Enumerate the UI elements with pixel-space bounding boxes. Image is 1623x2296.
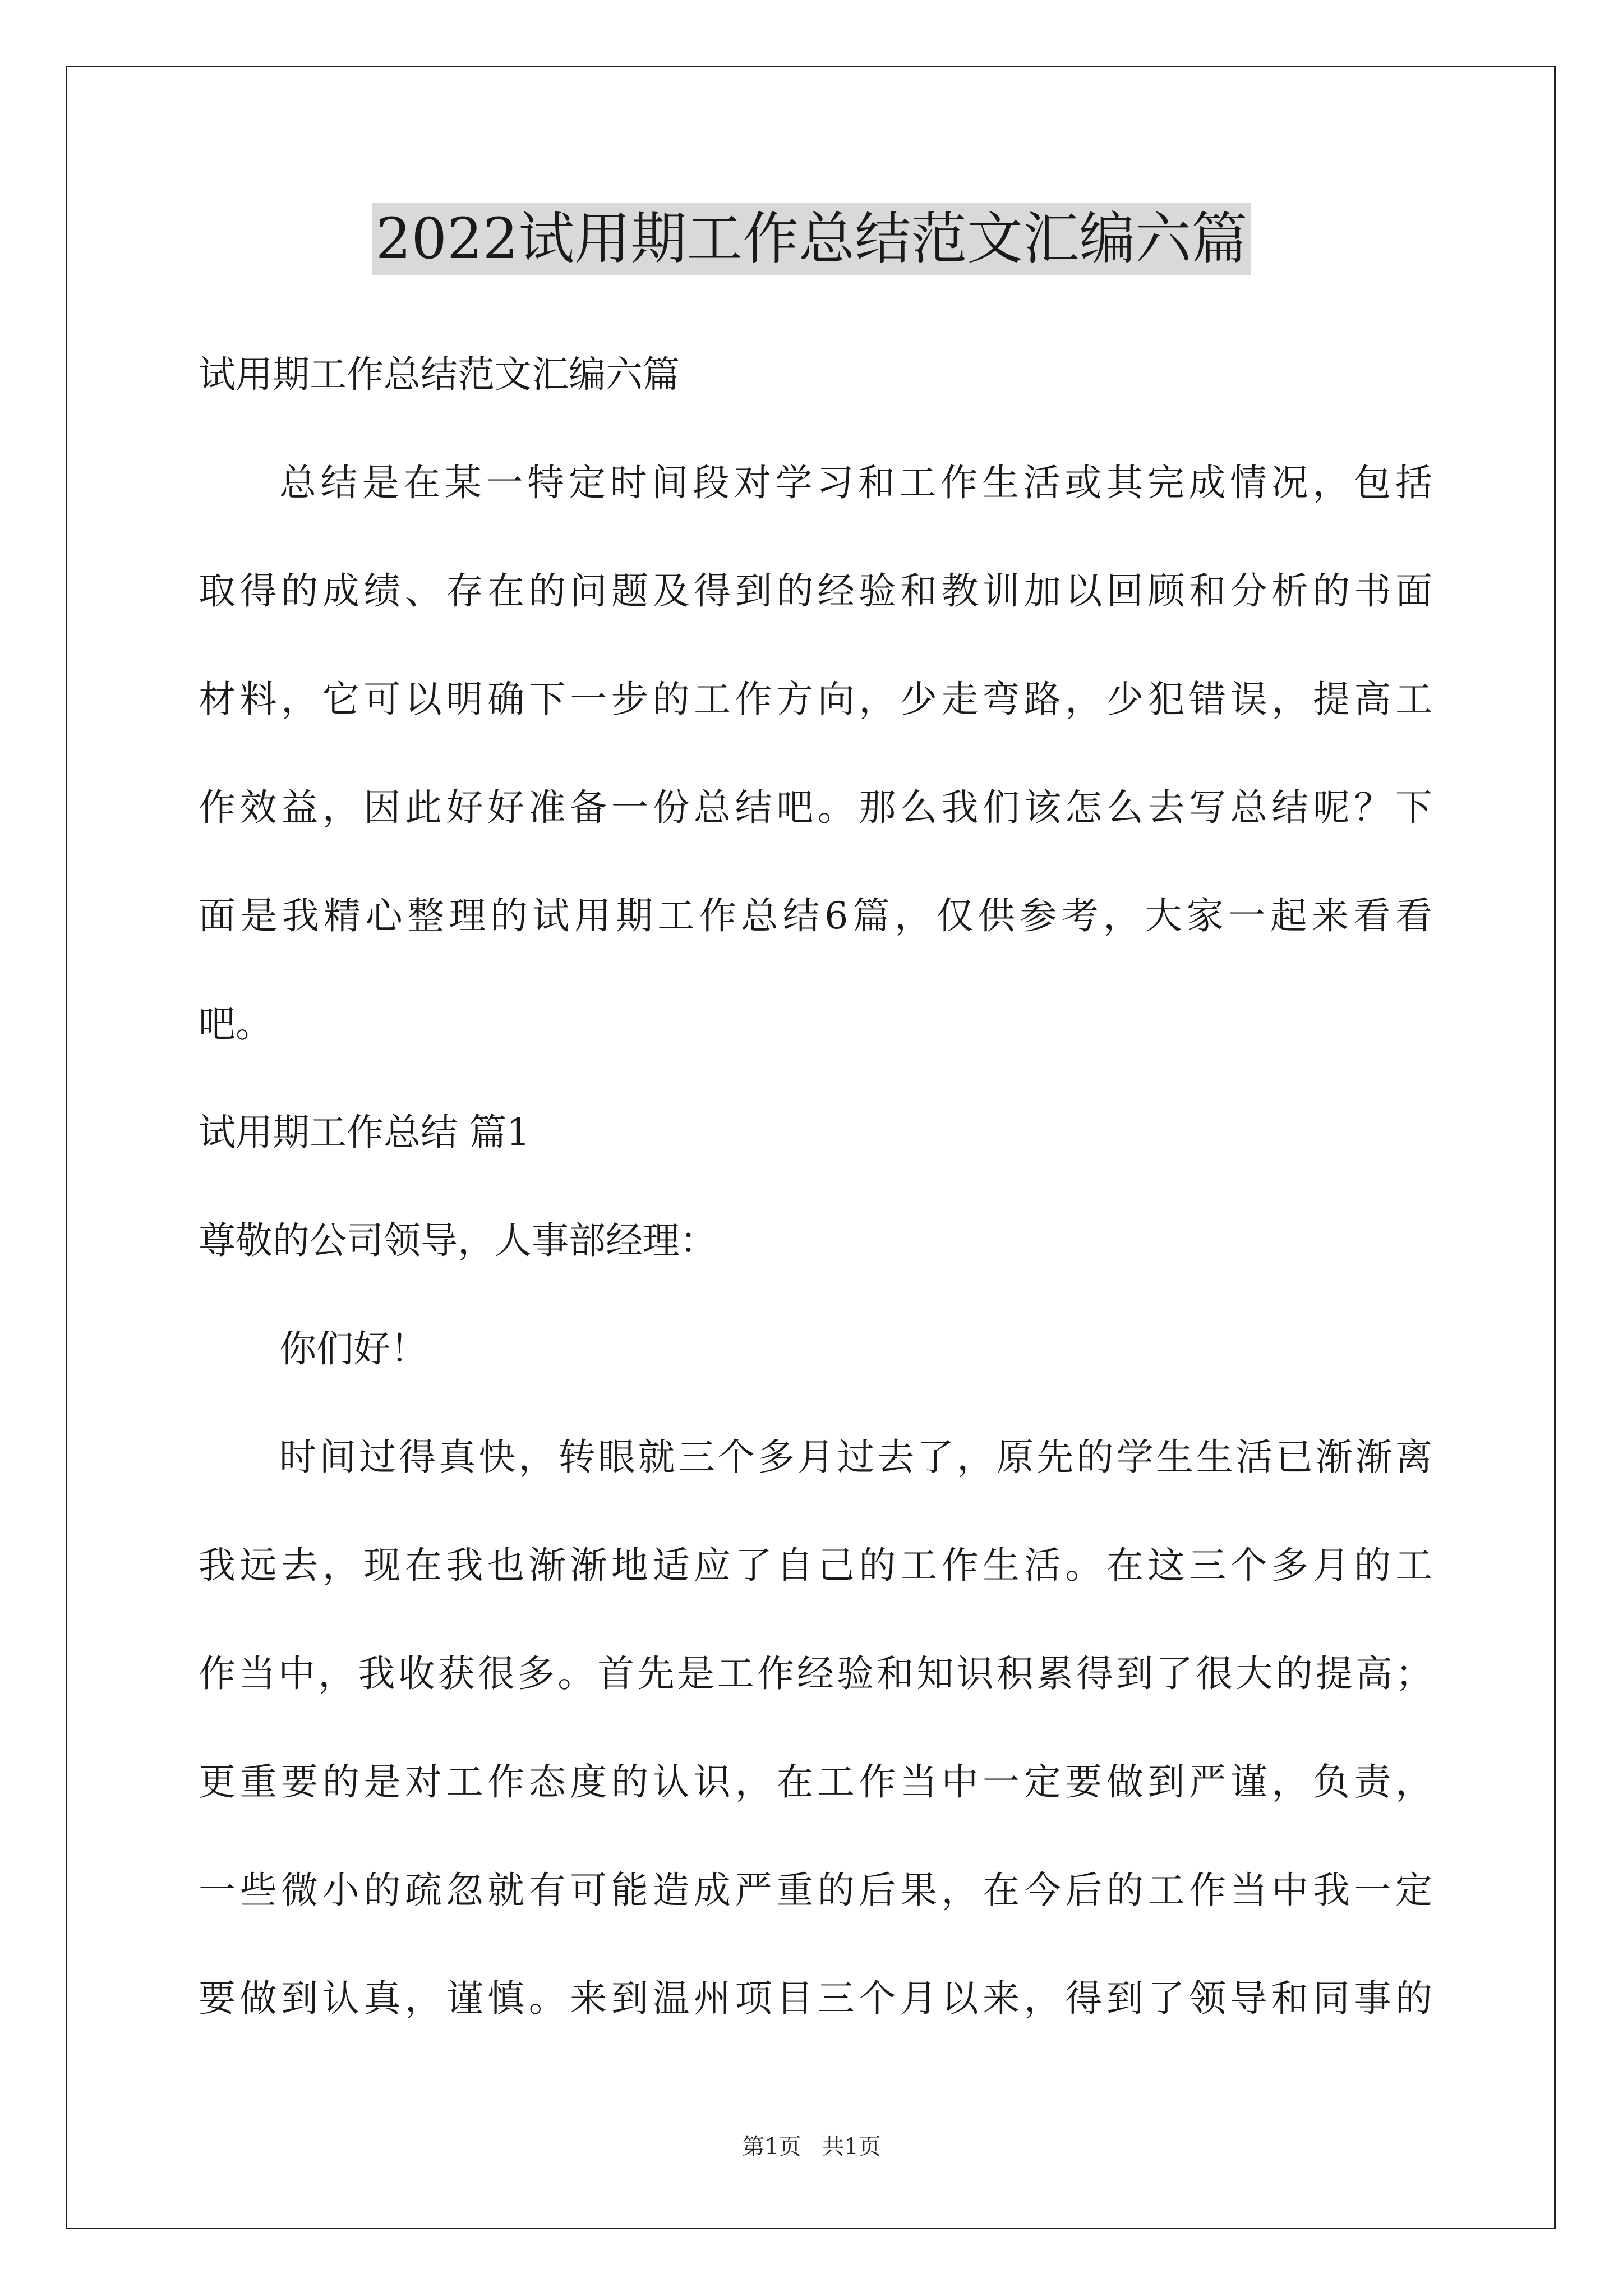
text-line: 一些微小的疏忽就有可能造成严重的后果，在今后的工作当中我一定 <box>199 1869 1432 1912</box>
page-total: 共1页 <box>822 2134 881 2160</box>
text-line: 试用期工作总结 篇1 <box>199 1111 530 1154</box>
text-line: 更重要的是对工作态度的认识，在工作当中一定要做到严谨，负责， <box>199 1760 1432 1803</box>
document-title: 2022试用期工作总结范文汇编六篇 <box>372 203 1251 275</box>
text-line: 试用期工作总结范文汇编六篇 <box>199 353 680 396</box>
text-line: 尊敬的公司领导，人事部经理： <box>199 1219 717 1262</box>
page-number: 第1页 <box>742 2134 801 2160</box>
text-line: 总结是在某一特定时间段对学习和工作生活或其完成情况，包括 <box>279 461 1432 504</box>
text-line: 时间过得真快，转眼就三个多月过去了，原先的学生生活已渐渐离 <box>279 1435 1432 1479</box>
text-line: 取得的成绩、存在的问题及得到的经验和教训加以回顾和分析的书面 <box>199 569 1432 613</box>
text-line: 材料，它可以明确下一步的工作方向，少走弯路，少犯错误，提高工 <box>199 678 1432 721</box>
page-footer <box>0 2129 1623 2161</box>
text-line: 作当中，我收获很多。首先是工作经验和知识积累得到了很大的提高； <box>199 1652 1432 1695</box>
text-line: 我远去，现在我也渐渐地适应了自己的工作生活。在这三个多月的工 <box>199 1544 1432 1587</box>
text-line: 要做到认真，谨慎。来到温州项目三个月以来，得到了领导和同事的 <box>199 1977 1432 2020</box>
text-line: 作效益，因此好好准备一份总结吧。那么我们该怎么去写总结呢？下 <box>199 786 1432 829</box>
text-line: 你们好！ <box>279 1327 427 1370</box>
text-line: 吧。 <box>199 1002 273 1046</box>
text-line: 面是我精心整理的试用期工作总结6篇，仅供参考，大家一起来看看 <box>199 894 1432 937</box>
document-body <box>199 347 1432 2079</box>
title-container <box>0 203 1623 275</box>
